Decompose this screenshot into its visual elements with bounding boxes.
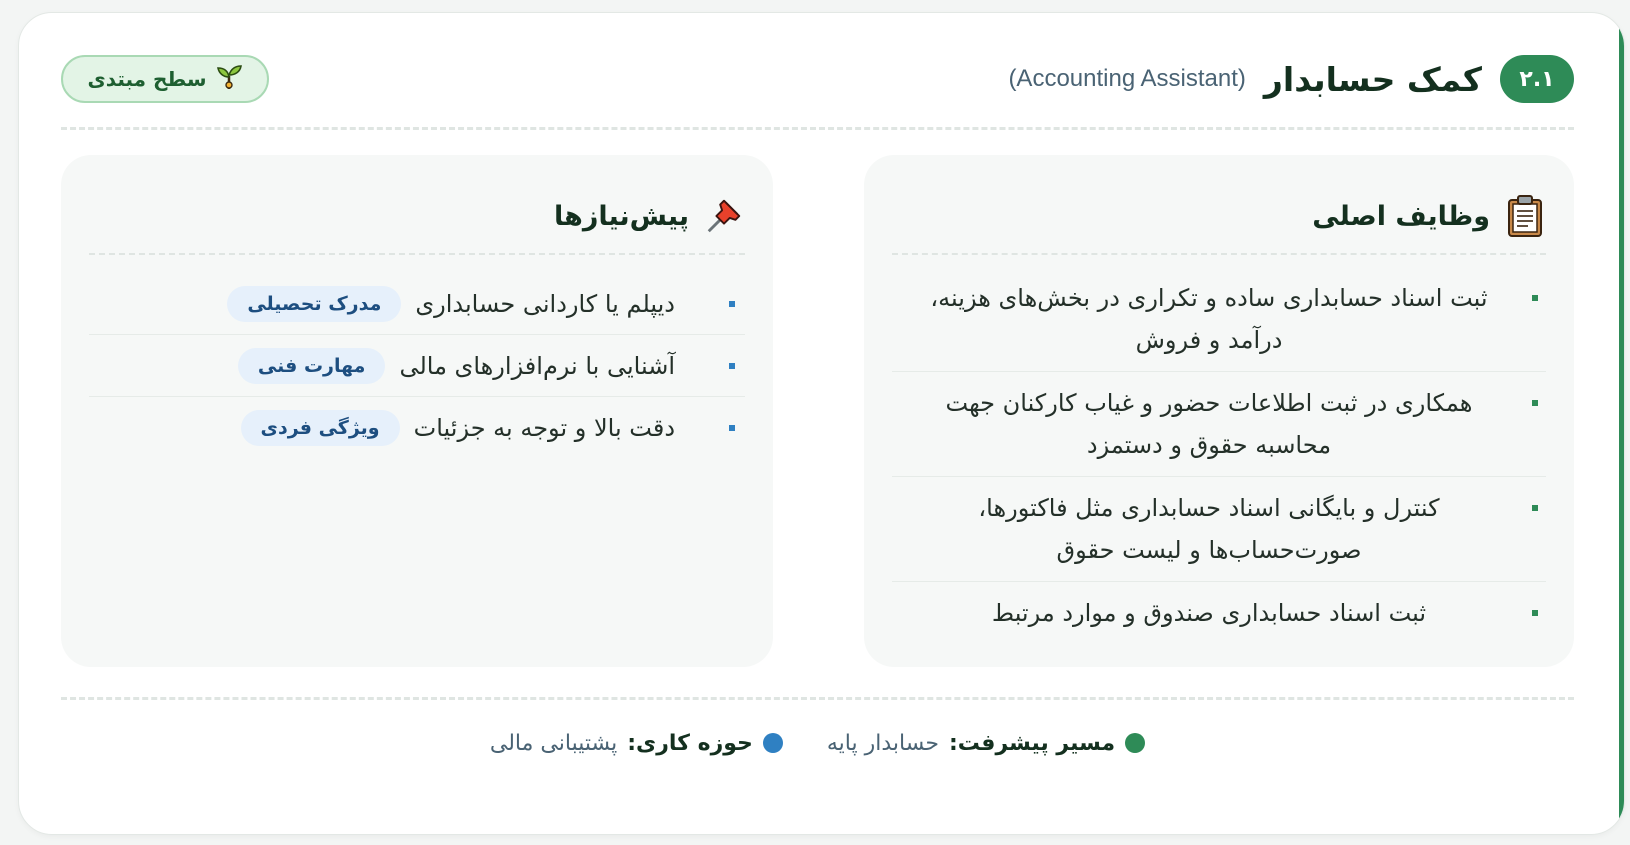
task-text: همکاری در ثبت اطلاعات حضور و غیاب کارکنان جهت محاسبه حقوق و دستمزد [945, 389, 1473, 459]
tasks-panel [864, 155, 1574, 667]
career-path [827, 731, 1145, 756]
prerequisites-panel-header [89, 185, 745, 255]
tasks-title: وظایف اصلی [1312, 200, 1490, 232]
number-badge: ۲.۱ [1500, 55, 1574, 103]
header-divider [61, 127, 1574, 130]
prerequisite-tag: ویژگی فردی [241, 410, 400, 446]
bullet-marker [1532, 505, 1538, 511]
card-title-english: (Accounting Assistant) [1008, 65, 1246, 92]
bullet-marker [1532, 295, 1538, 301]
career-card [18, 12, 1625, 835]
list-item [89, 397, 745, 459]
tasks-panel-header [892, 185, 1546, 255]
prerequisite-tag: مدرک تحصیلی [227, 286, 401, 322]
seedling-icon [215, 63, 243, 96]
prerequisites-title: پیش‌نیازها [553, 200, 689, 232]
list-item [892, 487, 1546, 582]
bullet-marker [729, 301, 735, 307]
footer-divider [61, 697, 1574, 700]
pushpin-icon [703, 194, 745, 238]
prerequisites-list [89, 273, 745, 459]
bullet-marker [729, 425, 735, 431]
task-text: ثبت اسناد حسابداری ساده و تکراری در بخش‌های هزینه، درآمد و فروش [930, 284, 1488, 354]
work-field [490, 731, 783, 756]
list-item [892, 277, 1546, 372]
title-group [1008, 55, 1574, 103]
prerequisite-tag: مهارت فنی [238, 348, 386, 384]
card-header [61, 53, 1574, 105]
task-text: کنترل و بایگانی اسناد حسابداری مثل فاکتورها، صورت‌حساب‌ها و لیست حقوق [978, 494, 1440, 564]
work-field-value: پشتیبانی مالی [489, 730, 618, 756]
work-field-label: حوزه کاری: [627, 730, 753, 756]
green-dot-icon [1125, 733, 1145, 753]
list-item [89, 273, 745, 335]
level-label: سطح مبتدی [87, 67, 207, 91]
card-title: کمک حسابدار [1263, 59, 1482, 99]
career-path-value: حسابدار پایه [826, 730, 939, 756]
tasks-list [892, 277, 1546, 654]
bullet-marker [1532, 610, 1538, 616]
list-item [89, 335, 745, 397]
bullet-marker [729, 363, 735, 369]
prerequisites-panel [61, 155, 773, 667]
prerequisite-text: دقت بالا و توجه به جزئیات [413, 414, 675, 442]
list-item [892, 592, 1546, 644]
bullet-marker [1532, 400, 1538, 406]
list-item [892, 382, 1546, 477]
career-path-label: مسیر پیشرفت: [948, 730, 1116, 756]
prerequisite-text: آشنایی با نرم‌افزارهای مالی [399, 351, 675, 380]
task-text: ثبت اسناد حسابداری صندوق و موارد مرتبط [991, 599, 1427, 627]
blue-dot-icon [763, 733, 783, 753]
prerequisite-text: دیپلم یا کاردانی حسابداری [415, 289, 675, 318]
card-footer [61, 725, 1574, 761]
clipboard-icon [1504, 194, 1546, 238]
level-badge [61, 55, 269, 103]
